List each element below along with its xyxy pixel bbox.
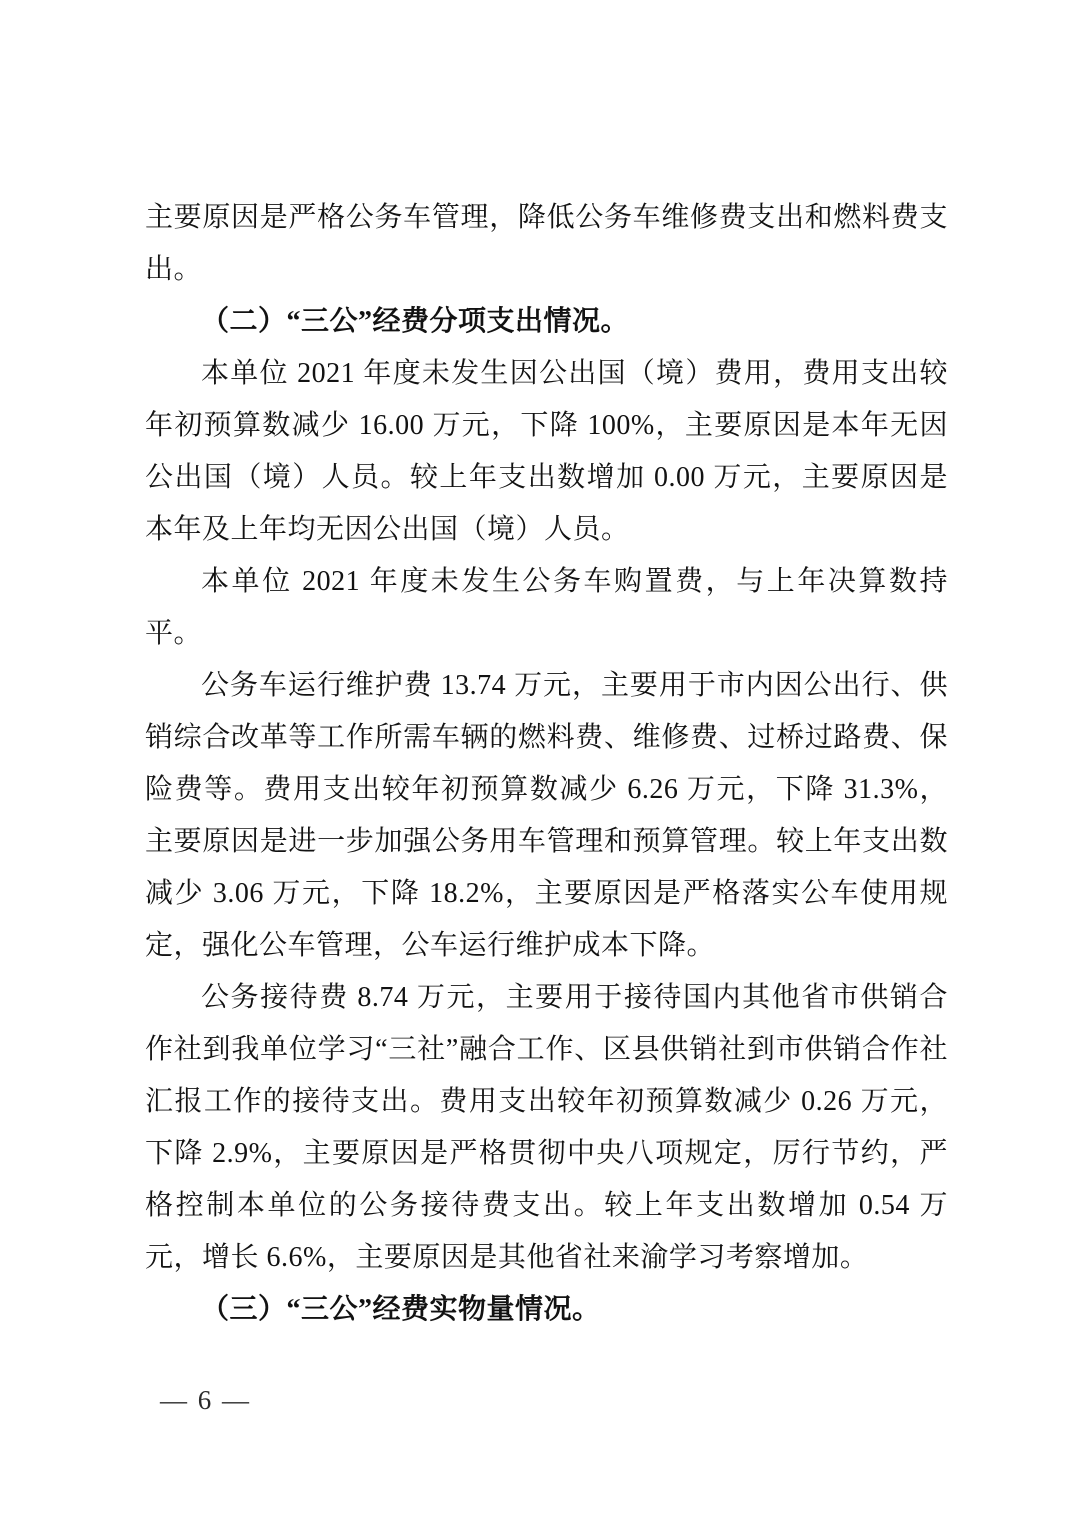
paragraph-vehicle-operation: 公务车运行维护费 13.74 万元，主要用于市内因公出行、供销综合改革等工作所需车辆的燃料费、维修费、过桥过路费、保险费等。费用支出较年初预算数减少 6.26 万元，下降 31.3%，主要原因是进一步加强公务用车管理和预算管理。较上年支出数减少 3.06 万元，下降 18.2%，主要原因是严格落实公车使用规定，强化公车管理，公车运行维护成本下降。 — [145, 670, 948, 961]
page-number: — 6 — — [160, 1385, 251, 1415]
document-body — [145, 192, 948, 1336]
section-heading-2: （二）“三公”经费分项支出情况。 — [201, 306, 630, 337]
section-heading-3: （三）“三公”经费实物量情况。 — [201, 1294, 601, 1325]
paragraph-overseas-expense: 本单位 2021 年度未发生因公出国（境）费用，费用支出较年初预算数减少 16.00 万元，下降 100%，主要原因是本年无因公出国（境）人员。较上年支出数增加 0.00 万元，主要原因是本年及上年均无因公出国（境）人员。 — [145, 358, 948, 545]
paragraph-continuation: 主要原因是严格公务车管理，降低公务车维修费支出和燃料费支出。 — [145, 202, 948, 285]
paragraph-official-reception: 公务接待费 8.74 万元，主要用于接待国内其他省市供销合作社到我单位学习“三社”融合工作、区县供销社到市供销合作社汇报工作的接待支出。费用支出较年初预算数减少 0.26 万元，下降 2.9%，主要原因是严格贯彻中央八项规定，厉行节约，严格控制本单位的公务接待费支出。较上年支出数增加 0.54 万元，增长 6.6%，主要原因是其他省社来渝学习考察增加。 — [145, 982, 948, 1273]
paragraph-vehicle-purchase: 本单位 2021 年度未发生公务车购置费，与上年决算数持平。 — [145, 566, 948, 649]
